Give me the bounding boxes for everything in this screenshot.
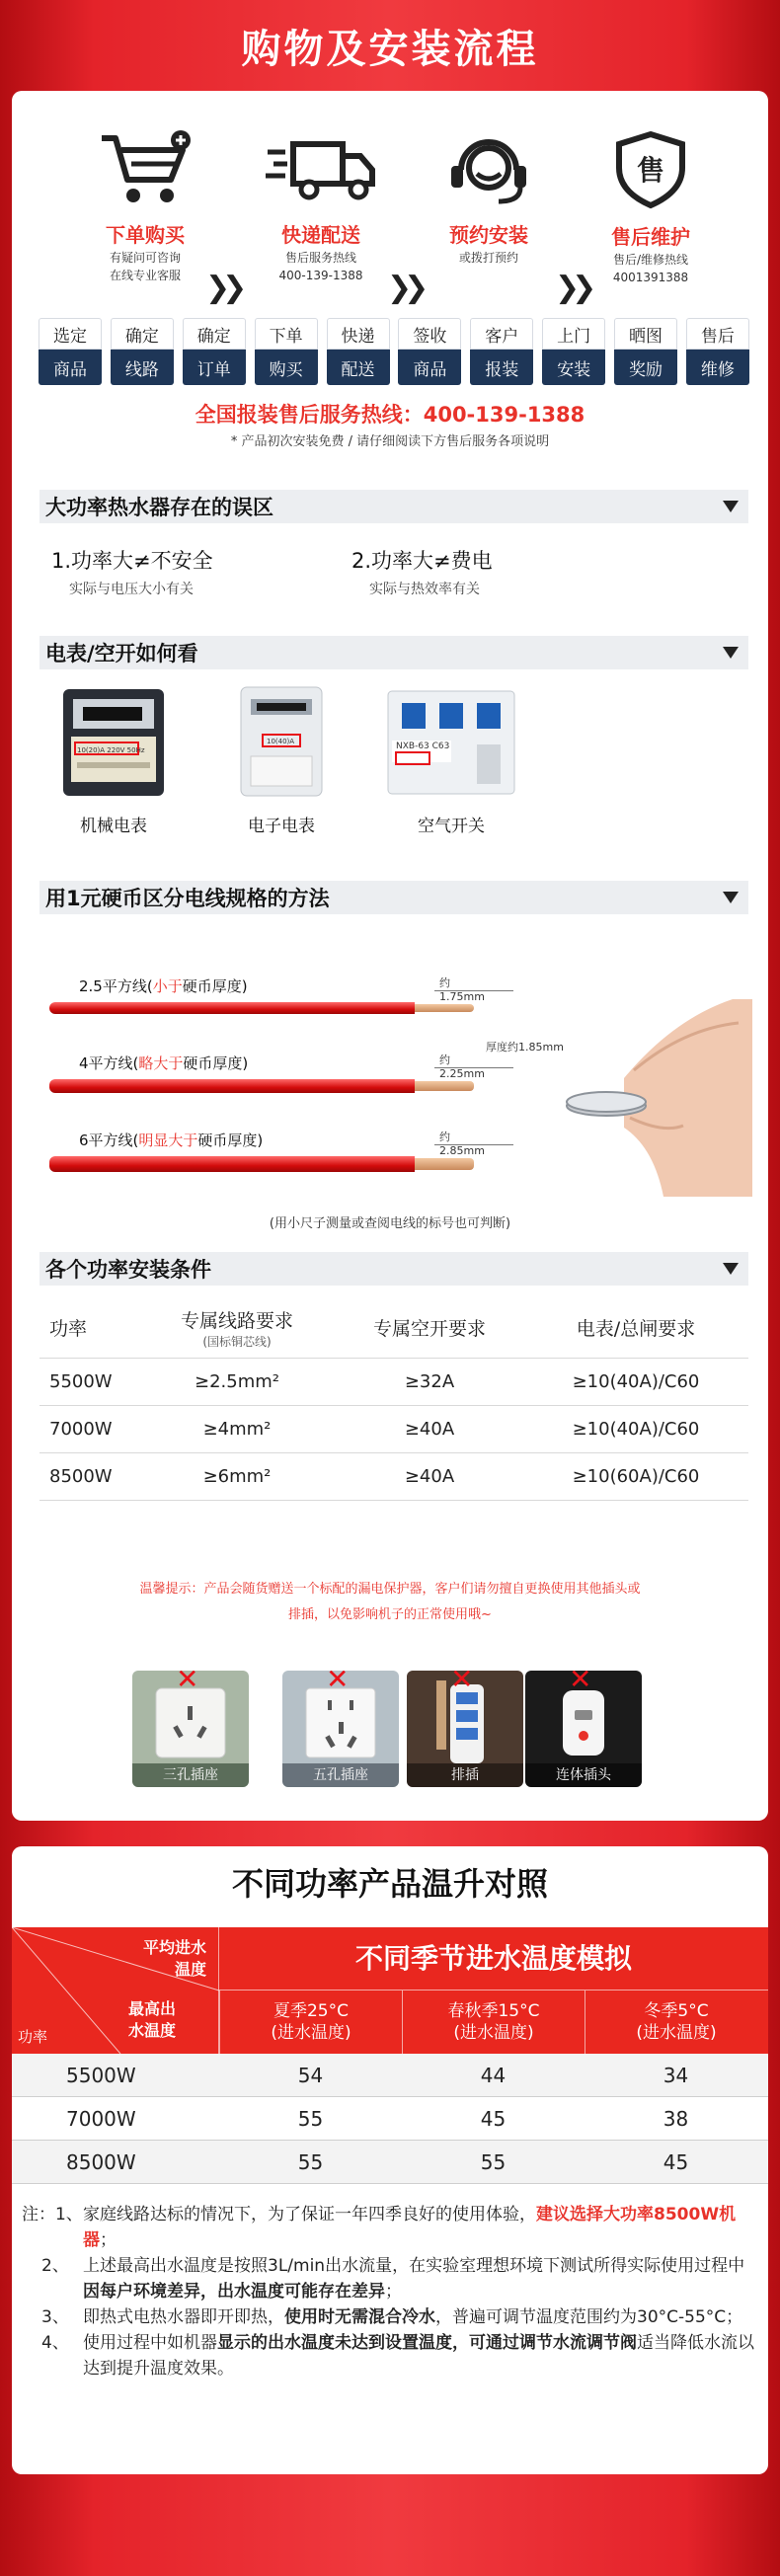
note-index: 4、: [41, 2333, 69, 2353]
electronic-meter-icon: [223, 683, 340, 800]
meter-mechanical: [39, 683, 188, 836]
cart-icon: [98, 130, 193, 207]
section-title: 大功率热水器存在的误区: [45, 496, 273, 519]
wire-measure: 约2.25mm: [439, 1054, 485, 1080]
table-row: [12, 2097, 768, 2141]
table-cell: 8500W: [66, 2149, 136, 2174]
electronic-meter-spec: 10(40)A: [267, 738, 295, 745]
note-bold: 显示的出水温度未达到设置温度，可通过调节水流调节阀: [217, 2333, 637, 2353]
note-text-part: ，普遍可调节温度范围约为30°C-55°C；: [435, 2307, 743, 2327]
step-aftersales: [577, 130, 725, 285]
note-item: [22, 2304, 758, 2330]
process-step: [686, 318, 749, 387]
header: [0, 0, 780, 91]
table-cell: 8500W: [49, 1466, 113, 1487]
meter-electronic: [207, 683, 355, 836]
wire-2-5: [49, 976, 485, 1014]
step-delivery: [247, 130, 395, 283]
table-header: [39, 1297, 748, 1359]
section-misconception[interactable]: [39, 490, 748, 523]
season-sub: (进水温度): [636, 2023, 717, 2043]
corner-top: [143, 1937, 206, 1981]
mechanical-meter-icon: [55, 683, 172, 800]
note-index: 注：1、: [22, 2205, 83, 2225]
note-text-part: 使用过程中如机器: [83, 2333, 217, 2353]
chevron-icon: ❯❯: [555, 271, 589, 305]
note-text-part: 上述最高出水温度是按照3L/min出水流量，在实验室理想环境下测试所得实际使用过程中: [83, 2256, 745, 2276]
note-item: [22, 2202, 758, 2253]
process-step-bottom: 线路: [111, 350, 174, 385]
warm-tip: [71, 1577, 709, 1628]
process-step: [398, 318, 461, 387]
socket-5hole: [282, 1671, 399, 1787]
wire-measure: 约1.75mm: [439, 976, 485, 1003]
note-text-part: 即热式电热水器即开即热，: [83, 2307, 284, 2327]
caret-down-icon: [723, 647, 739, 659]
table-header-cell-text: 专属线路要求: [180, 1309, 293, 1332]
process-step-top: 客户: [470, 318, 533, 350]
table-row: [12, 2054, 768, 2097]
process-step: [111, 318, 174, 387]
process-step-bottom: 配送: [327, 350, 390, 385]
season-sub: (进水温度): [453, 2023, 534, 2043]
wire-label: [79, 976, 474, 996]
cross-icon: ✕: [450, 1671, 474, 1695]
corner-mid-line: 最高出: [128, 1999, 177, 2018]
section-title: 电表/空开如何看: [45, 642, 198, 665]
table-cell: ≥6mm²: [202, 1466, 272, 1487]
table-cell: 55: [480, 2149, 507, 2174]
cross-icon: ✕: [176, 1671, 199, 1695]
process-step-bottom: 报装: [470, 350, 533, 385]
note-text-part: ；: [100, 2230, 117, 2250]
season-col: [402, 1991, 585, 2054]
table-cell: ≥40A: [404, 1466, 455, 1487]
socket-plug: [525, 1671, 642, 1787]
note-bold: 使用时无需混合冷水: [284, 2307, 435, 2327]
socket-strip: [407, 1671, 523, 1787]
process-step-top: 签收: [398, 318, 461, 350]
process-step-bottom: 安装: [542, 350, 605, 385]
step-buy-title: 下单购买: [106, 223, 185, 247]
table-cell: 38: [663, 2106, 689, 2131]
misconception-title: 2.功率大≠费电: [351, 549, 493, 573]
steps-row: [12, 130, 768, 308]
caret-down-icon: [723, 501, 739, 512]
table-cell: 34: [663, 2063, 689, 2087]
socket-label: 连体插头: [525, 1763, 642, 1787]
cross-icon: ✕: [569, 1671, 592, 1695]
process-step-top: 售后: [686, 318, 749, 350]
air-switch-spec: NXB-63 C63: [396, 742, 450, 751]
table-cell: ≥2.5mm²: [195, 1371, 279, 1392]
season-col: [585, 1991, 767, 2054]
note-text: [83, 2253, 758, 2304]
section-meter[interactable]: [39, 636, 748, 669]
step-appointment-sub-1: 或拨打预约: [458, 251, 518, 265]
wire-6: [49, 1130, 485, 1172]
step-appointment: [415, 130, 563, 266]
wire-label-post: 硬币厚度): [197, 1132, 264, 1149]
step-delivery-sub-2: 400-139-1388: [278, 269, 363, 282]
warm-tip-line: 排插，以免影响机子的正常使用哦~: [288, 1607, 492, 1622]
step-buy: [71, 130, 219, 283]
note-index: 3、: [41, 2307, 69, 2327]
table-row: [39, 1406, 748, 1453]
process-step-bottom: 商品: [398, 350, 461, 385]
table-cell: 7000W: [66, 2106, 136, 2131]
hand-coin-icon: [515, 960, 752, 1197]
step-aftersales-title: 售后维护: [611, 225, 690, 249]
step-delivery-title: 快递配送: [281, 223, 360, 247]
table-row: [39, 1453, 748, 1501]
process-step: [255, 318, 318, 387]
temperature-card: [12, 1846, 768, 2474]
svg-text:售: 售: [636, 154, 665, 187]
wire-label: [79, 1130, 474, 1150]
cross-icon: ✕: [326, 1671, 350, 1695]
coin-thickness: 厚度约1.85mm: [486, 1041, 564, 1054]
note-highlight: 建议选择大功率8500W机器: [83, 2205, 737, 2250]
table-header-sub: (国标铜芯线): [202, 1334, 272, 1349]
process-step-bottom: 购买: [255, 350, 318, 385]
table-cell: ≥10(60A)/C60: [572, 1466, 700, 1487]
corner-top-line: 温度: [174, 1960, 206, 1979]
warm-tip-line: 温馨提示：产品会随货赠送一个标配的漏电保护器，客户们请勿擅自更换使用其他插头或: [139, 1582, 641, 1597]
process-step-top: 确定: [111, 318, 174, 350]
page-title: 购物及安装流程: [241, 26, 539, 72]
note-text: [83, 2202, 758, 2253]
process-step: [542, 318, 605, 387]
shield-icon: [611, 130, 690, 209]
misconception-item: [351, 545, 493, 598]
wire-label-pre: 2.5平方线(: [79, 977, 153, 995]
table-cell: ≥32A: [404, 1371, 455, 1392]
process-step: [614, 318, 677, 387]
process-step-top: 上门: [542, 318, 605, 350]
note-bold: 因每户环境差异，出水温度可能存在差异: [83, 2282, 385, 2302]
table-cell: 44: [480, 2063, 507, 2087]
process-step: [327, 318, 390, 387]
process-step: [39, 318, 102, 387]
table-header-cell: 功率: [49, 1318, 88, 1340]
table-row: [12, 2141, 768, 2184]
wire-label-highlight: 明显大于: [138, 1132, 198, 1149]
season-header: 不同季节进水温度模拟: [219, 1927, 768, 1991]
wire-label-post: 硬币厚度): [182, 977, 248, 995]
table-cell: 7000W: [49, 1419, 113, 1440]
step-aftersales-sub-1: 售后/维修热线: [612, 253, 689, 267]
step-delivery-sub-1: 售后服务热线: [284, 251, 356, 265]
note-text: [83, 2330, 758, 2381]
meter-label: 空气开关: [418, 817, 485, 836]
process-step-bottom: 订单: [183, 350, 246, 385]
note-text-part: 家庭线路达标的情况下，为了保证一年四季良好的使用体验，: [83, 2205, 536, 2225]
wire-label-pre: 4平方线(: [79, 1054, 139, 1072]
note-item: [22, 2253, 758, 2304]
note-text-part: 适当降低水流以达到提升温度效果。: [83, 2333, 754, 2379]
table-cell: 5500W: [49, 1371, 113, 1392]
process-step-top: 确定: [183, 318, 246, 350]
wire-4: [49, 1053, 485, 1093]
wire-label-highlight: 小于: [152, 977, 183, 995]
table-cell: ≥10(40A)/C60: [572, 1371, 700, 1392]
step-aftersales-sub-2: 4001391388: [612, 271, 689, 284]
section-title: 用1元硬币区分电线规格的方法: [45, 887, 330, 910]
table-cell: 55: [297, 2106, 324, 2131]
wire-label-pre: 6平方线(: [79, 1132, 139, 1149]
caret-down-icon: [723, 1263, 739, 1275]
mechanical-meter-spec: 10(20)A 220V 50Hz: [77, 746, 145, 754]
process-step: [470, 318, 533, 387]
process-grid: [39, 318, 749, 387]
notes: [22, 2202, 758, 2381]
note-index: 2、: [41, 2256, 69, 2276]
step-buy-sub-1: 有疑问可咨询: [109, 251, 181, 265]
temperature-table-header: [12, 1927, 768, 2054]
chevron-icon: ❯❯: [205, 271, 240, 305]
wire-label: [79, 1053, 474, 1073]
step-buy-sub-2: 在线专业客服: [109, 269, 181, 282]
process-step: [183, 318, 246, 387]
table-cell: 45: [480, 2106, 507, 2131]
meter-label: 电子电表: [248, 817, 315, 836]
misconception-desc: 实际与热效率有关: [369, 582, 480, 597]
meter-breaker: [377, 683, 525, 836]
table-cell: 45: [663, 2149, 689, 2174]
table-row: [39, 1359, 748, 1406]
hotline: 全国报装售后服务热线：400-139-1388: [195, 403, 585, 427]
table-header-cell: 专属空开要求: [372, 1318, 486, 1340]
misconception-item: [51, 545, 213, 598]
season-name: 春秋季15°C: [447, 2001, 540, 2021]
meter-label: 机械电表: [80, 817, 147, 836]
wire-label-post: 硬币厚度): [183, 1054, 249, 1072]
table-cell: 55: [297, 2149, 324, 2174]
season-name: 冬季5°C: [644, 2001, 709, 2021]
air-switch-icon: [382, 683, 520, 800]
process-step-top: 晒图: [614, 318, 677, 350]
table-cell: ≥4mm²: [202, 1419, 272, 1440]
step-appointment-title: 预约安装: [449, 223, 528, 247]
note-text: [83, 2304, 742, 2330]
caret-down-icon: [723, 892, 739, 903]
table-cell: 54: [297, 2063, 324, 2087]
season-sub: (进水温度): [271, 2023, 351, 2043]
process-card: [12, 91, 768, 1821]
socket-label: 三孔插座: [132, 1763, 249, 1787]
process-step-top: 快递: [327, 318, 390, 350]
table-header-cell: [138, 1306, 336, 1350]
table-cell: 5500W: [66, 2063, 136, 2087]
headset-icon: [441, 130, 536, 207]
process-step-bottom: 奖励: [614, 350, 677, 385]
wire-caption: (用小尺子测量或查阅电线的标号也可判断): [269, 1216, 511, 1231]
temperature-table: [12, 1927, 768, 2184]
corner-top-line: 平均进水: [142, 1938, 206, 1957]
socket-3hole: [132, 1671, 249, 1787]
chevron-icon: ❯❯: [387, 271, 422, 305]
socket-label: 排插: [407, 1763, 523, 1787]
process-step-bottom: 维修: [686, 350, 749, 385]
section-title: 各个功率安装条件: [45, 1258, 211, 1282]
note-text-part: ；: [385, 2282, 402, 2302]
conditions-table: [39, 1297, 748, 1501]
table-header-cell: 电表/总闸要求: [576, 1318, 696, 1340]
corner-mid-line: 水温度: [128, 2021, 177, 2040]
season-col: [219, 1991, 402, 2054]
truck-icon: [264, 130, 378, 207]
temperature-title: 不同功率产品温升对照: [231, 1865, 548, 1903]
misconception-desc: 实际与电压大小有关: [69, 582, 194, 597]
socket-label: 五孔插座: [282, 1763, 399, 1787]
misconception-title: 1.功率大≠不安全: [51, 549, 213, 573]
note-item: [22, 2330, 758, 2381]
section-conditions[interactable]: [39, 1252, 748, 1286]
process-step-top: 下单: [255, 318, 318, 350]
season-name: 夏季25°C: [273, 2001, 349, 2021]
wire-label-highlight: 略大于: [138, 1054, 184, 1072]
table-corner: [12, 1927, 219, 2054]
process-step-top: 选定: [39, 318, 102, 350]
wire-measure: 约2.85mm: [439, 1131, 485, 1157]
corner-mid: [128, 1998, 176, 2042]
corner-bottom: 功率: [18, 2028, 48, 2046]
table-cell: ≥10(40A)/C60: [572, 1419, 700, 1440]
section-coin[interactable]: [39, 881, 748, 914]
table-cell: ≥40A: [404, 1419, 455, 1440]
hotline-note: * 产品初次安装免费 / 请仔细阅读下方售后服务各项说明: [230, 434, 550, 449]
process-step-bottom: 商品: [39, 350, 102, 385]
